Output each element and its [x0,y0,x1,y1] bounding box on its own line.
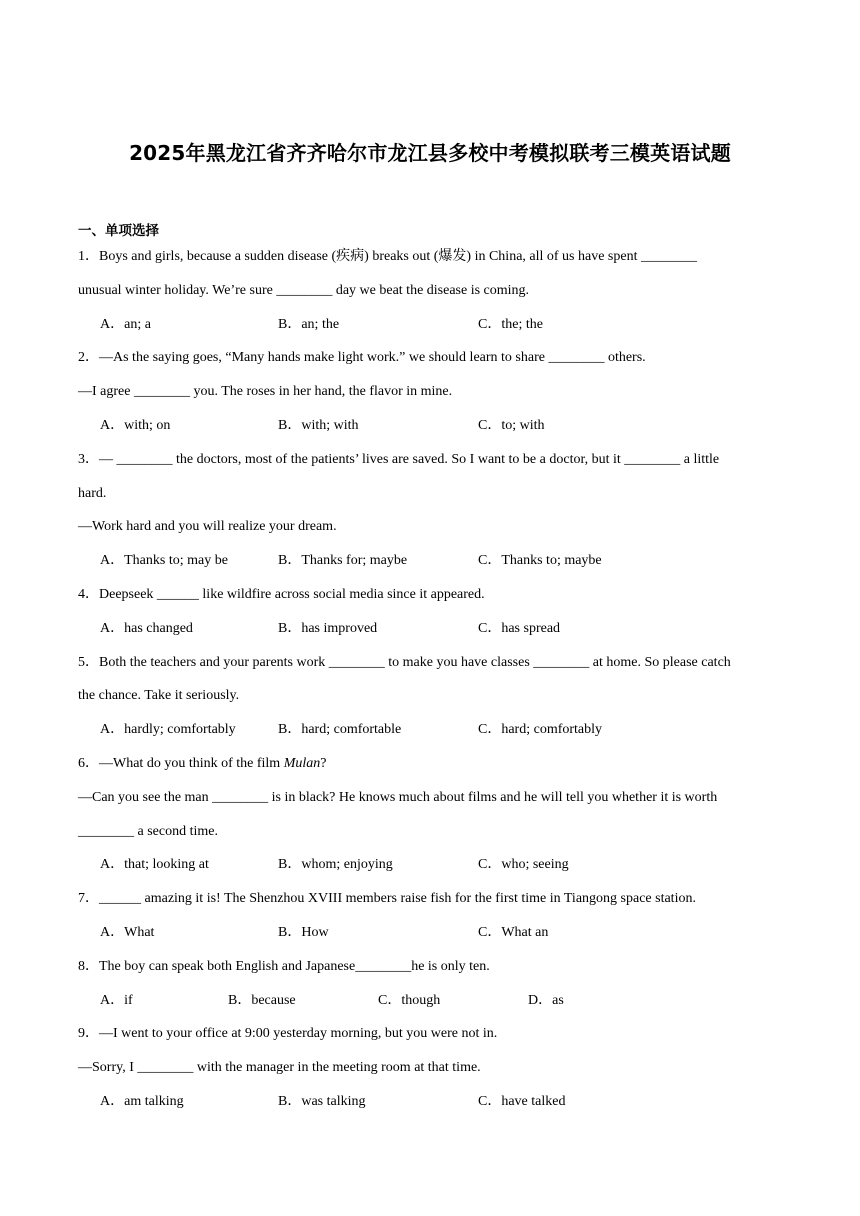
option-b[interactable]: B．an; the [278,316,340,332]
options-row [78,616,788,650]
options-row [78,1089,788,1123]
question-text: —Work hard and you will realize your dream. [78,519,337,535]
question-3 [78,447,788,582]
section-heading: 一、单项选择 [78,223,159,239]
question-text: 5．Both the teachers and your parents work ________ to make you have classes ________ at home. So please catch [78,654,731,670]
question-text: —Can you see the man ________ is in black? He knows much about films and he will tell you whether it is worth [78,789,718,805]
question-text: 3．— ________ the doctors, most of the patients’ lives are saved. So I want to be a doctor, but it ________ a little [78,451,720,467]
question-text: —I agree ________ you. The roses in her hand, the flavor in mine. [78,384,453,400]
question-text: hard. [78,485,107,501]
option-b[interactable]: B．has improved [278,620,378,636]
question-text [78,751,788,785]
question-4 [78,582,788,650]
question-8 [78,954,788,1022]
question-text: 7．______ amazing it is! The Shenzhou XVIII members raise fish for the first time in Tiangong space station. [78,891,696,907]
option-a[interactable]: A．that; looking at [100,857,209,873]
options-row [78,717,788,751]
option-b[interactable]: B．because [228,992,296,1008]
options-row [78,920,788,954]
option-c[interactable]: C．has spread [478,620,561,636]
question-text-start: 6．—What do you think of the film [78,755,284,771]
option-b[interactable]: B．Thanks for; maybe [278,553,408,569]
option-b[interactable]: B．How [278,924,329,940]
question-text: the chance. Take it seriously. [78,688,240,704]
question-text: 9．—I went to your office at 9:00 yesterday morning, but you were not in. [78,1026,498,1042]
question-text: 1．Boys and girls, because a sudden disease (疾病) breaks out (爆发) in China, all of us have spent ________ [78,249,697,264]
question-text: unusual winter holiday. We’re sure ________ day we beat the disease is coming. [78,282,530,298]
film-title: Mulan [283,755,321,771]
question-text: —Sorry, I ________ with the manager in the meeting room at that time. [78,1060,481,1076]
options-row [78,413,788,447]
option-a[interactable]: A．has changed [100,620,193,636]
question-text-end: ? [320,755,327,771]
option-a[interactable]: A．an; a [100,316,151,332]
option-c[interactable]: C．have talked [478,1093,566,1109]
question-5 [78,650,788,751]
question-text: 8．The boy can speak both English and Japanese________he is only ten. [78,958,490,974]
option-b[interactable]: B．hard; comfortable [278,722,402,738]
question-list [78,244,788,1123]
question-6 [78,751,788,886]
option-c[interactable]: C．hard; comfortably [478,722,603,738]
option-c[interactable]: C．Thanks to; maybe [478,553,602,569]
options-row [78,312,788,346]
question-1 [78,244,788,345]
options-row [78,548,788,582]
option-a[interactable]: A．with; on [100,417,171,433]
option-a[interactable]: A．What [100,924,155,940]
question-text: 4．Deepseek ______ like wildfire across social media since it appeared. [78,586,485,602]
option-b[interactable]: B．whom; enjoying [278,857,393,873]
option-c[interactable]: C．to; with [478,417,545,433]
options-row [78,852,788,886]
question-text: 2．—As the saying goes, “Many hands make light work.” we should learn to share ________ others. [78,350,646,366]
option-c[interactable]: C．though [378,992,441,1008]
option-a[interactable]: A．hardly; comfortably [100,722,236,738]
question-text: ________ a second time. [78,823,218,839]
option-a[interactable]: A．if [100,992,133,1008]
option-a[interactable]: A．Thanks to; may be [100,553,228,569]
option-b[interactable]: B．with; with [278,417,359,433]
option-a[interactable]: A．am talking [100,1093,184,1109]
question-7 [78,886,788,954]
option-d[interactable]: D．as [528,992,564,1008]
question-2 [78,345,788,446]
options-row [78,988,788,1022]
option-c[interactable]: C．What an [478,924,549,940]
option-c[interactable]: C．who; seeing [478,857,569,873]
page-title: 2025年黑龙江省齐齐哈尔市龙江县多校中考模拟联考三模英语试题 [129,141,731,165]
option-b[interactable]: B．was talking [278,1093,366,1109]
option-c[interactable]: C．the; the [478,316,543,332]
question-9 [78,1021,788,1122]
